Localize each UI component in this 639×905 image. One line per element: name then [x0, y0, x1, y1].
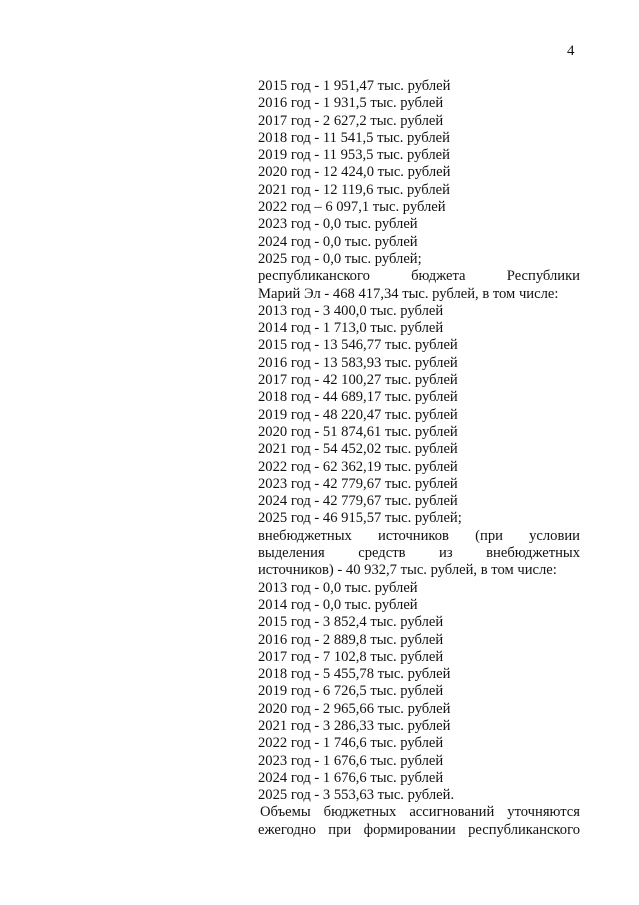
text-line: 2019 год - 11 953,5 тыс. рублей — [258, 147, 450, 164]
text-line: 2024 год - 1 676,6 тыс. рублей — [258, 769, 444, 786]
text-line: 2013 год - 0,0 тыс. рублей — [258, 579, 418, 596]
text-line: ежегодно при формировании республиканского — [258, 821, 580, 838]
text-line: 2021 год - 3 286,33 тыс. рублей — [258, 717, 451, 734]
text-line: 2025 год - 3 553,63 тыс. рублей. — [258, 787, 455, 804]
text-line: 2020 год - 51 874,61 тыс. рублей — [258, 423, 458, 440]
text-line: 2021 год - 54 452,02 тыс. рублей — [258, 441, 458, 458]
text-line: 2025 год - 46 915,57 тыс. рублей; — [258, 510, 462, 527]
text-line: внебюджетных источников (при условии — [258, 527, 580, 544]
text-line: 2014 год - 1 713,0 тыс. рублей — [258, 320, 444, 337]
text-line: 2017 год - 42 100,27 тыс. рублей — [258, 372, 458, 389]
text-line: 2018 год - 5 455,78 тыс. рублей — [258, 666, 451, 683]
text-line: 2023 год - 1 676,6 тыс. рублей — [258, 752, 444, 769]
text-line: 2013 год - 3 400,0 тыс. рублей — [258, 302, 444, 319]
text-line: 2020 год - 12 424,0 тыс. рублей — [258, 164, 451, 181]
text-line: 2019 год - 48 220,47 тыс. рублей — [258, 406, 458, 423]
text-line: 2023 год - 0,0 тыс. рублей — [258, 216, 418, 233]
text-line: 2014 год - 0,0 тыс. рублей — [258, 596, 418, 613]
text-line: 2015 год - 3 852,4 тыс. рублей — [258, 614, 444, 631]
text-line: 2023 год - 42 779,67 тыс. рублей — [258, 475, 458, 492]
text-line: 2022 год - 62 362,19 тыс. рублей — [258, 458, 458, 475]
page-number: 4 — [567, 43, 575, 59]
text-line: 2018 год - 11 541,5 тыс. рублей — [258, 129, 450, 146]
text-line: 2025 год - 0,0 тыс. рублей; — [258, 250, 422, 267]
text-line: 2015 год - 1 951,47 тыс. рублей — [258, 78, 451, 94]
text-line: 2016 год - 13 583,93 тыс. рублей — [258, 354, 458, 371]
text-line: 2024 год - 0,0 тыс. рублей — [258, 233, 418, 250]
text-line: Объемы бюджетных ассигнований уточняются — [260, 804, 580, 821]
funding-text-column — [258, 78, 580, 839]
text-line: Марий Эл - 468 417,34 тыс. рублей, в том числе: — [258, 285, 559, 302]
text-line: 2016 год - 1 931,5 тыс. рублей — [258, 95, 444, 112]
text-line: источников) - 40 932,7 тыс. рублей, в том числе: — [258, 562, 557, 579]
text-line: 2019 год - 6 726,5 тыс. рублей — [258, 683, 444, 700]
text-line: 2018 год - 44 689,17 тыс. рублей — [258, 389, 458, 406]
text-line: 2017 год - 2 627,2 тыс. рублей — [258, 112, 444, 129]
text-line: 2016 год - 2 889,8 тыс. рублей — [258, 631, 444, 648]
text-line: 2024 год - 42 779,67 тыс. рублей — [258, 493, 458, 510]
text-line: выделения средств из внебюджетных — [258, 545, 580, 562]
text-line: 2015 год - 13 546,77 тыс. рублей — [258, 337, 458, 354]
text-line: 2021 год - 12 119,6 тыс. рублей — [258, 181, 450, 198]
text-line: республиканского бюджета Республики — [258, 268, 580, 285]
text-line: 2022 год - 1 746,6 тыс. рублей — [258, 735, 444, 752]
text-line: 2022 год – 6 097,1 тыс. рублей — [258, 199, 446, 216]
text-line: 2017 год - 7 102,8 тыс. рублей — [258, 648, 444, 665]
text-line: 2020 год - 2 965,66 тыс. рублей — [258, 700, 451, 717]
